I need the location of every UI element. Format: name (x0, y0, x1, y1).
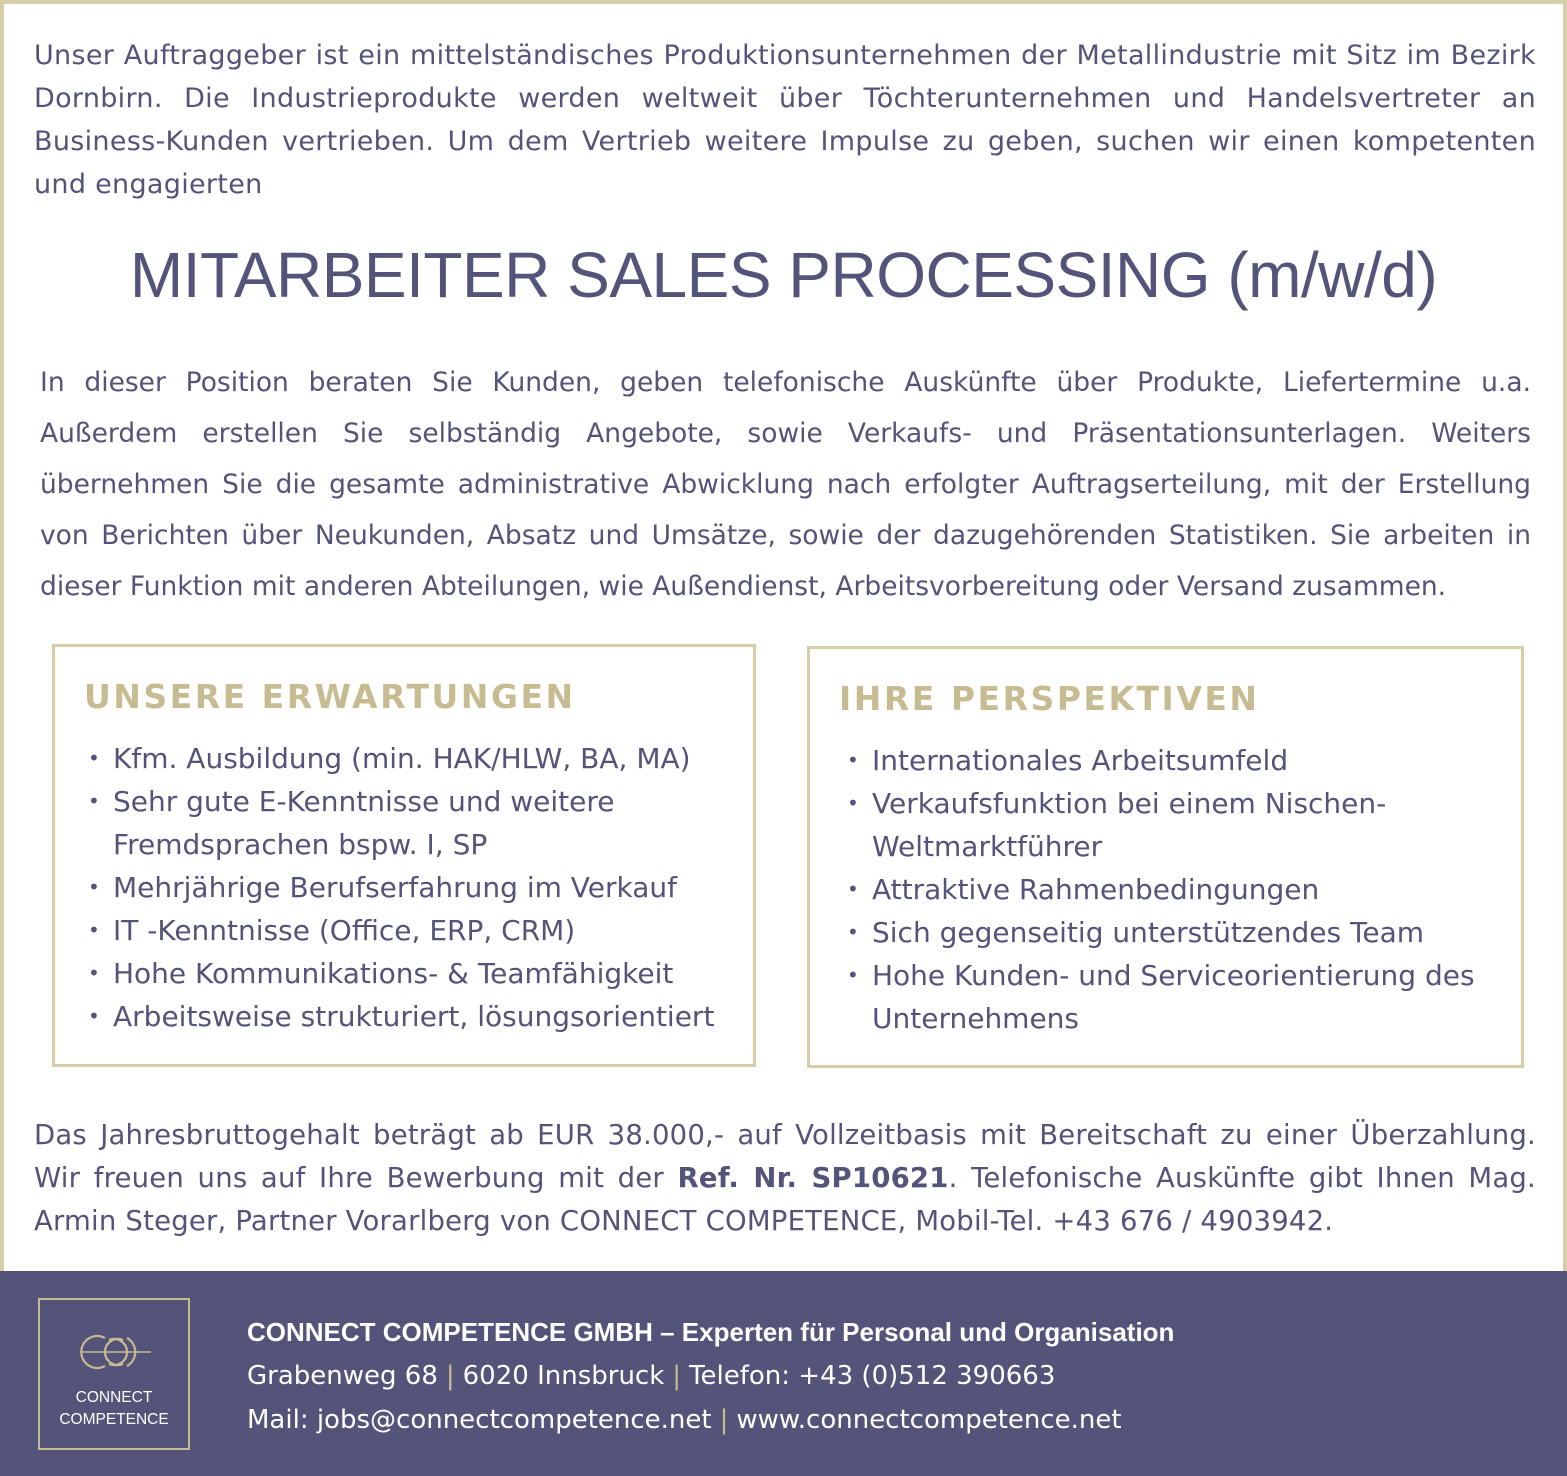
cc-monogram-icon (75, 1330, 157, 1374)
list-item (840, 911, 1510, 954)
bullet-icon: • (88, 1004, 100, 1028)
separator: | (445, 1361, 455, 1391)
expectations-heading: UNSERE ERWARTUNGEN (84, 677, 576, 716)
separator: | (719, 1405, 729, 1435)
logo-wordmark (40, 1387, 188, 1431)
list-item-text: Mehrjährige Berufserfahrung im Verkauf (113, 871, 677, 904)
intro-paragraph: Unser Auftraggeber ist ein mittelständisches Produktionsunternehmen der Metallindustrie mit Sitz im Bezirk Dornbirn. Die Industrieprodukte werden weltweit über Töchterunternehmen und Handelsvertreter an Business-Kunden vertrieben. Um dem Vertrieb weitere Impulse zu geben, suchen wir einen kompetenten und engagierten (34, 40, 1536, 200)
list-item-text: Internationales Arbeitsumfeld (872, 744, 1289, 777)
logo-line: COMPETENCE (59, 1411, 169, 1428)
list-item-text: Sehr gute E-Kenntnisse und weitere Fremdsprachen bspw. I, SP (113, 785, 615, 861)
bullet-icon: • (847, 920, 859, 944)
list-item (81, 866, 741, 909)
expectations-box (52, 644, 756, 1067)
list-item-text: Verkaufsfunktion bei einem Nischen-Weltmarktführer (872, 787, 1387, 863)
bullet-icon: • (88, 918, 100, 942)
list-item (81, 952, 741, 995)
perspectives-heading: IHRE PERSPEKTIVEN (839, 679, 1260, 718)
perspectives-box (807, 646, 1524, 1068)
list-item (840, 868, 1510, 911)
phone: Telefon: +43 (0)512 390663 (689, 1361, 1056, 1391)
company-tagline: CONNECT COMPETENCE GMBH – Experten für Personal und Organisation (247, 1317, 1175, 1347)
bullet-icon: • (847, 963, 859, 987)
bullet-icon: • (88, 789, 100, 813)
job-description: In dieser Position beraten Sie Kunden, geben telefonische Auskünfte über Produkte, Liefertermine u.a. Außerdem erstellen Sie selbständig Angebote, sowie Verkaufs- und Präsentationsunterlagen. Weiters übernehmen Sie die gesamte administrative Abwicklung nach erfolgter Auftragserteilung, mit der Erstellung von Berichten über Neukunden, Absatz und Umsätze, sowie der dazugehörenden Statistiken. Sie arbeiten in dieser Funktion mit anderen Abteilungen, wie Außendienst, Arbeitsvorbereitung oder Versand zusammen. (40, 367, 1531, 602)
street: Grabenweg 68 (247, 1361, 438, 1391)
closing-text-1: Das Jahresbruttogehalt beträgt ab EUR 38.000,- auf Vollzeitbasis mit Bereitschaft zu einer Überzahlung. Wir freuen uns auf Ihre Bewerbung mit der (34, 1119, 1536, 1194)
job-title: MITARBEITER SALES PROCESSING (m/w/d) (129, 239, 1438, 311)
perspectives-list (840, 739, 1510, 1040)
list-item (81, 995, 741, 1038)
email-link[interactable]: Mail: jobs@connectcompetence.net (247, 1405, 712, 1435)
website-link[interactable]: www.connectcompetence.net (736, 1405, 1122, 1435)
closing-paragraph (34, 1114, 1536, 1243)
company-logo (38, 1298, 190, 1450)
expectations-list (81, 737, 741, 1038)
list-item (840, 739, 1510, 782)
bullet-icon: • (847, 748, 859, 772)
logo-line: CONNECT (75, 1389, 153, 1406)
list-item-text: Hohe Kommunikations- & Teamfähigkeit (113, 957, 674, 990)
list-item (81, 737, 741, 780)
list-item (81, 780, 741, 866)
list-item-text: Kfm. Ausbildung (min. HAK/HLW, BA, MA) (113, 742, 691, 775)
list-item (81, 909, 741, 952)
bullet-icon: • (88, 961, 100, 985)
bullet-icon: • (847, 791, 859, 815)
list-item-text: Arbeitsweise strukturiert, lösungsorientiert (113, 1000, 715, 1033)
list-item-text: Hohe Kunden- und Serviceorientierung des Unternehmens (872, 959, 1475, 1035)
reference-number: Ref. Nr. SP10621 (677, 1162, 949, 1194)
bullet-icon: • (88, 746, 100, 770)
contact-line (247, 1405, 1122, 1435)
list-item-text: IT -Kenntnisse (Office, ERP, CRM) (113, 914, 576, 947)
list-item-text: Attraktive Rahmenbedingungen (872, 873, 1320, 906)
bullet-icon: • (88, 875, 100, 899)
list-item (840, 954, 1510, 1040)
city: 6020 Innsbruck (462, 1361, 665, 1391)
address-line (247, 1361, 1055, 1391)
bullet-icon: • (847, 877, 859, 901)
closing-text-2: . Telefonische Auskünfte gibt Ihnen Mag. Armin Steger, Partner Vorarlberg von CONNECT COMPETENCE, Mobil-Tel. +43 676 / 4903942. (34, 1162, 1536, 1237)
list-item-text: Sich gegenseitig unterstützendes Team (872, 916, 1425, 949)
separator: | (672, 1361, 682, 1391)
footer (0, 1271, 1567, 1476)
list-item (840, 782, 1510, 868)
